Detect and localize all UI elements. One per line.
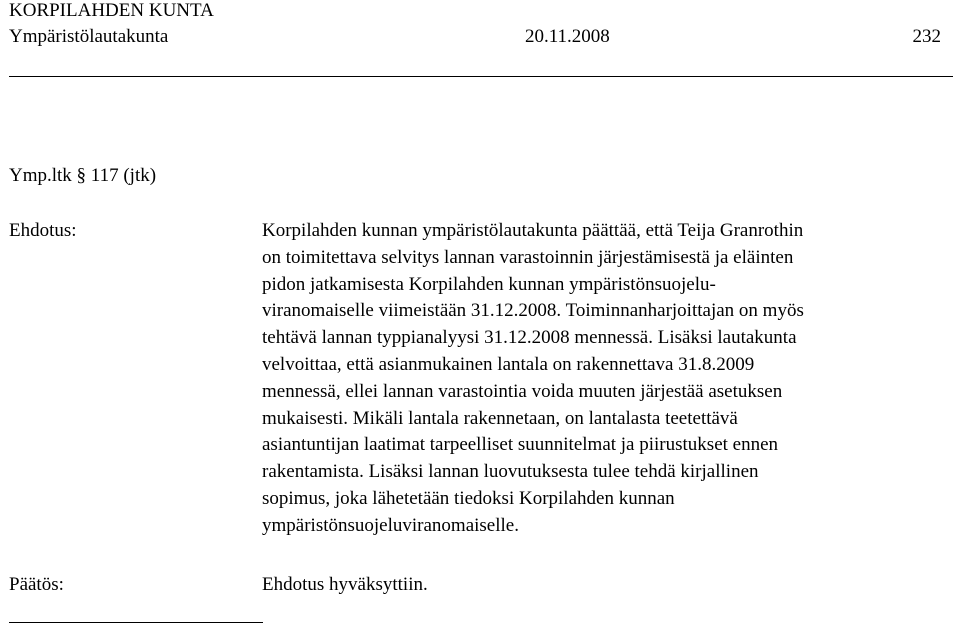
proposal-text <box>262 218 952 540</box>
proposal-label: Ehdotus: <box>9 220 77 241</box>
header-meta <box>9 24 941 50</box>
committee-name: Ympäristölautakunta <box>9 26 169 47</box>
proposal-line: ympäristönsuojeluviranomaiselle. <box>262 514 519 536</box>
decision-text: Ehdotus hyväksyttiin. <box>262 574 428 595</box>
section-reference: Ymp.ltk § 117 (jtk) <box>9 165 157 186</box>
proposal-line: on toimitettava selvitys lannan varastoinnin järjestämisestä ja eläinten <box>262 246 794 268</box>
proposal-line: tehtävä lannan typpianalyysi 31.12.2008 mennessä. Lisäksi lautakunta <box>262 327 797 349</box>
signature-line <box>9 622 263 623</box>
decision-label: Päätös: <box>9 574 64 595</box>
proposal-line: pidon jatkamisesta Korpilahden kunnan ympäristönsuojelu- <box>262 273 716 295</box>
proposal-line: asiantuntijan laatimat tarpeelliset suunnitelmat ja piirustukset ennen <box>262 434 779 456</box>
proposal-line: viranomaiselle viimeistään 31.12.2008. Toiminnanharjoittajan on myös <box>262 300 804 322</box>
meeting-date: 20.11.2008 <box>525 26 610 47</box>
header-divider <box>9 76 953 77</box>
proposal-line: Korpilahden kunnan ympäristölautakunta päättää, että Teija Granrothin <box>262 220 804 241</box>
proposal-line: velvoittaa, että asianmukainen lantala on rakennettava 31.8.2009 <box>262 353 755 375</box>
organization-name: KORPILAHDEN KUNTA <box>9 0 214 21</box>
proposal-line: sopimus, joka lähetetään tiedoksi Korpilahden kunnan <box>262 487 675 509</box>
page-number: 232 <box>912 26 941 47</box>
proposal-line: mennessä, ellei lannan varastointia voida muuten järjestää asetuksen <box>262 380 783 402</box>
proposal-line: mukaisesti. Mikäli lantala rakennetaan, on lantalasta teetettävä <box>262 407 738 429</box>
proposal-line: rakentamista. Lisäksi lannan luovutuksesta tulee tehdä kirjallinen <box>262 461 759 483</box>
